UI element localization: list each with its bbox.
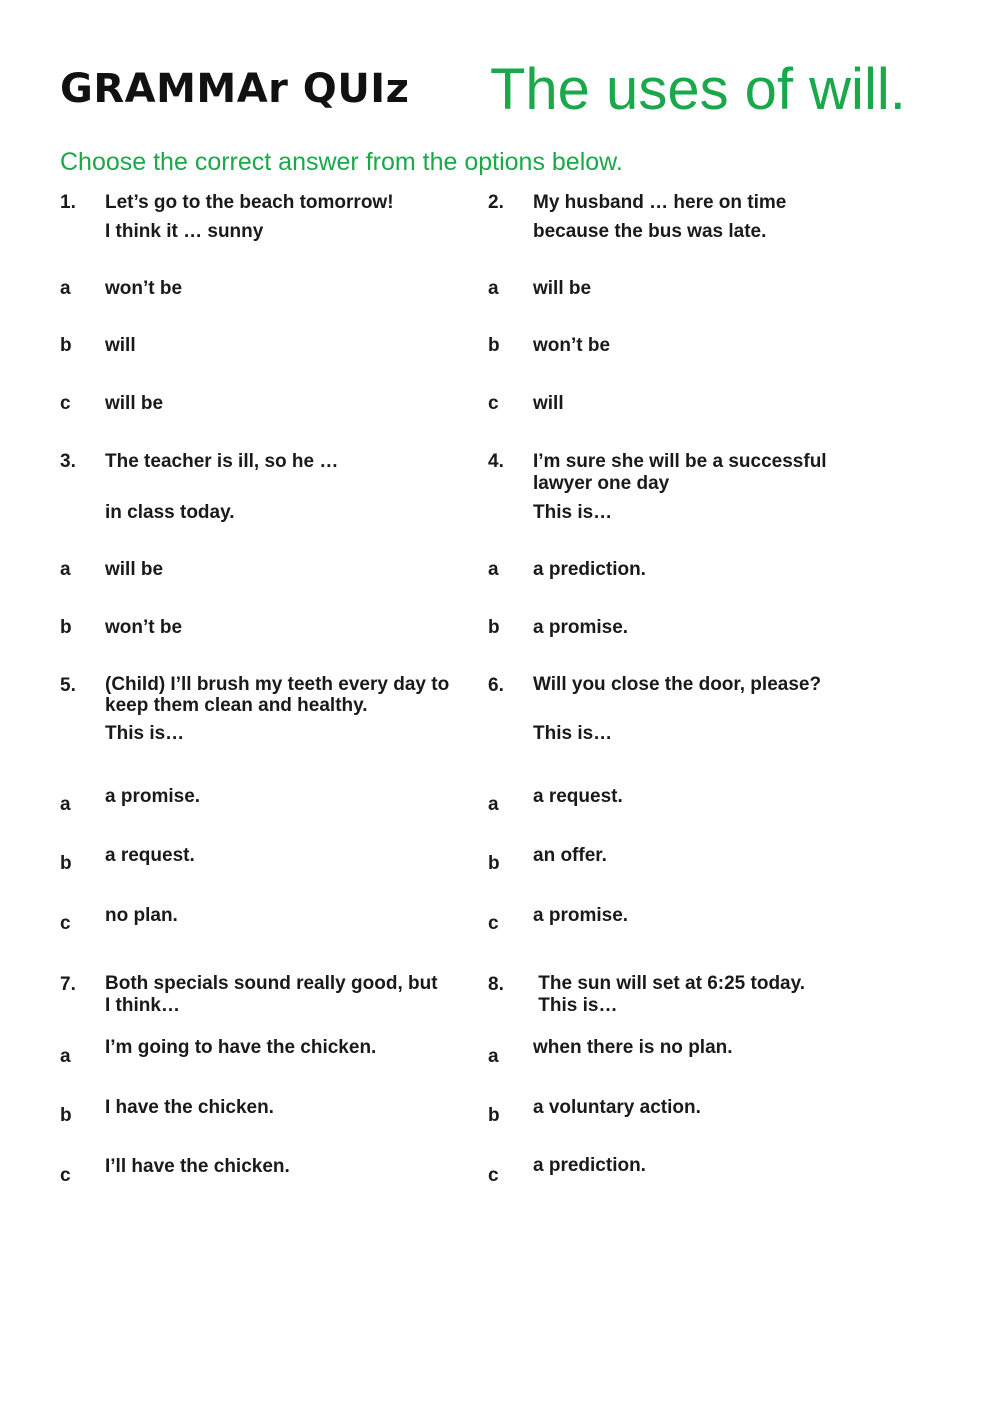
question-4-option-b-letter[interactable]: b (488, 617, 500, 638)
question-7-option-b-letter[interactable]: b (60, 1105, 72, 1126)
question-5-option-c-letter[interactable]: c (60, 913, 71, 934)
question-3-option-a-text[interactable]: will be (105, 559, 164, 580)
question-4-option-a-text[interactable]: a prediction. (533, 559, 646, 580)
question-4-number: 4. (488, 451, 504, 472)
question-6-number: 6. (488, 675, 504, 696)
question-6-stem-line: This is… (533, 723, 613, 744)
question-1-option-c-letter[interactable]: c (60, 393, 71, 414)
question-3-stem-line: in class today. (105, 502, 235, 523)
question-3-option-a-letter[interactable]: a (60, 559, 71, 580)
question-6-option-b-letter[interactable]: b (488, 853, 500, 874)
question-6-option-b-text[interactable]: an offer. (533, 845, 607, 866)
question-4-stem-line: This is… (533, 502, 613, 523)
question-8-option-c-text[interactable]: a prediction. (533, 1155, 646, 1176)
question-7-option-a-text[interactable]: I’m going to have the chicken. (105, 1037, 377, 1058)
question-8-number: 8. (488, 974, 504, 995)
question-6-option-c-letter[interactable]: c (488, 913, 499, 934)
question-5-stem-line: This is… (105, 723, 185, 744)
question-1-number: 1. (60, 192, 76, 213)
question-5-stem-line: keep them clean and healthy. (105, 695, 368, 716)
question-2-number: 2. (488, 192, 504, 213)
question-5-option-a-text[interactable]: a promise. (105, 786, 201, 807)
question-1-option-a-letter[interactable]: a (60, 278, 71, 299)
question-7-stem-line: Both specials sound really good, but (105, 973, 438, 994)
question-2-option-b-text[interactable]: won’t be (533, 335, 611, 356)
question-3-option-b-letter[interactable]: b (60, 617, 72, 638)
question-5-option-b-letter[interactable]: b (60, 853, 72, 874)
question-7-number: 7. (60, 974, 76, 995)
question-8-option-c-letter[interactable]: c (488, 1165, 499, 1186)
question-2-option-a-letter[interactable]: a (488, 278, 499, 299)
question-7-option-c-text[interactable]: I’ll have the chicken. (105, 1156, 290, 1177)
question-5-stem-line: (Child) I’ll brush my teeth every day to (105, 674, 450, 695)
question-4-stem-line: I’m sure she will be a successful (533, 451, 827, 472)
question-2-option-a-text[interactable]: will be (533, 278, 592, 299)
question-5-option-c-text[interactable]: no plan. (105, 905, 178, 926)
question-3-option-b-text[interactable]: won’t be (105, 617, 183, 638)
question-6-stem-line: Will you close the door, please? (533, 674, 822, 695)
question-8-option-b-text[interactable]: a voluntary action. (533, 1097, 701, 1118)
instructions: Choose the correct answer from the options below. (60, 148, 623, 176)
question-2-stem-line: because the bus was late. (533, 221, 767, 242)
question-2-option-c-text[interactable]: will (533, 393, 564, 414)
question-3-stem-line: The teacher is ill, so he … (105, 451, 339, 472)
question-8-stem-line: This is… (533, 995, 618, 1016)
question-6-option-a-text[interactable]: a request. (533, 786, 623, 807)
question-6-option-a-letter[interactable]: a (488, 794, 499, 815)
question-3-number: 3. (60, 451, 76, 472)
question-5-number: 5. (60, 675, 76, 696)
question-6-option-c-text[interactable]: a promise. (533, 905, 629, 926)
question-8-option-a-letter[interactable]: a (488, 1046, 499, 1067)
question-8-option-a-text[interactable]: when there is no plan. (533, 1037, 733, 1058)
question-5-option-a-letter[interactable]: a (60, 794, 71, 815)
question-7-option-a-letter[interactable]: a (60, 1046, 71, 1067)
question-4-option-a-letter[interactable]: a (488, 559, 499, 580)
question-1-option-b-text[interactable]: will (105, 335, 136, 356)
question-1-option-c-text[interactable]: will be (105, 393, 164, 414)
question-2-option-b-letter[interactable]: b (488, 335, 500, 356)
question-4-stem-line: lawyer one day (533, 473, 670, 494)
question-1-option-a-text[interactable]: won’t be (105, 278, 183, 299)
question-7-stem-line: I think… (105, 995, 180, 1016)
question-7-option-b-text[interactable]: I have the chicken. (105, 1097, 274, 1118)
question-1-stem-line: Let’s go to the beach tomorrow! (105, 192, 394, 213)
question-1-option-b-letter[interactable]: b (60, 335, 72, 356)
question-2-stem-line: My husband … here on time (533, 192, 787, 213)
quiz-title: GRAMMAr QUIz (60, 66, 410, 112)
question-4-option-b-text[interactable]: a promise. (533, 617, 629, 638)
topic-title: The uses of will. (490, 57, 906, 122)
question-7-option-c-letter[interactable]: c (60, 1165, 71, 1186)
question-5-option-b-text[interactable]: a request. (105, 845, 195, 866)
question-8-option-b-letter[interactable]: b (488, 1105, 500, 1126)
question-2-option-c-letter[interactable]: c (488, 393, 499, 414)
question-1-stem-line: I think it … sunny (105, 221, 264, 242)
question-8-stem-line: The sun will set at 6:25 today. (533, 973, 806, 994)
